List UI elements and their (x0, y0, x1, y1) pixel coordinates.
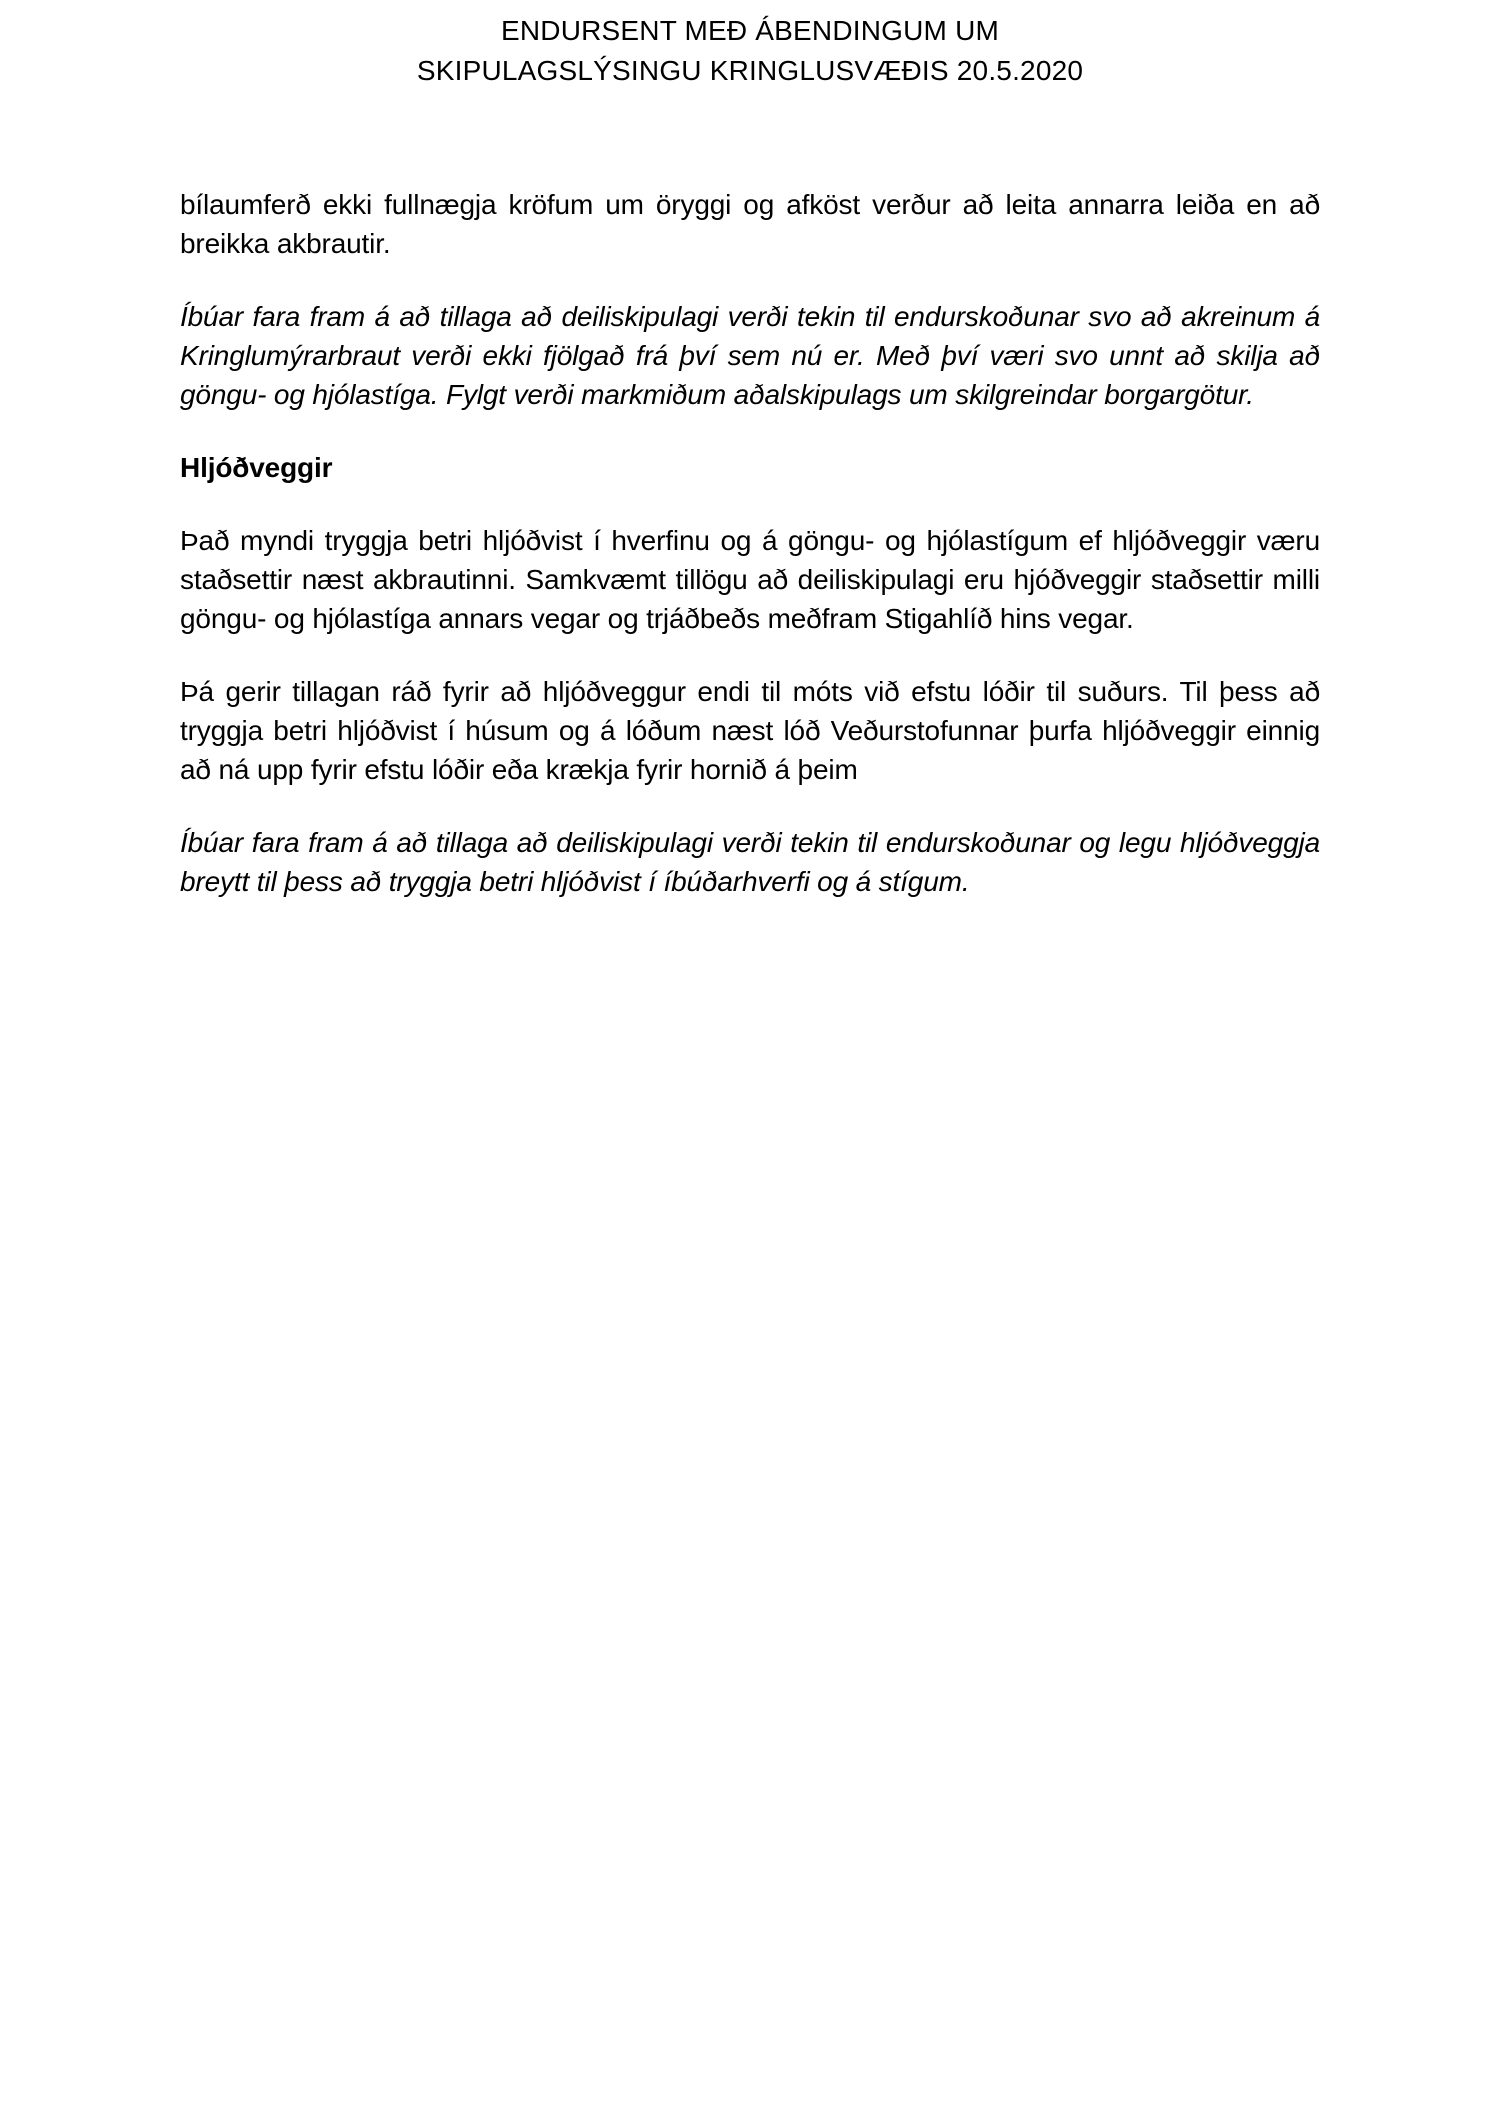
paragraph (180, 672, 1320, 789)
paragraph (180, 185, 1320, 263)
section-heading-text: Hljóðveggir (180, 452, 333, 483)
paragraph-line: göngu- og hjólastíga. Fylgt verði markmiðum aðalskipulags um skilgreindar borgargötur. (180, 379, 1254, 410)
paragraph-line: göngu- og hjólastíga annars vegar og trjáðbeðs meðfram Stigahlíð hins vegar. (180, 603, 1134, 634)
paragraph-line: að ná upp fyrir efstu lóðir eða krækja fyrir hornið á þeim (180, 754, 858, 785)
header-line-1: ENDURSENT MEÐ ÁBENDINGUM UM (500, 15, 1000, 46)
paragraph-line: Íbúar fara fram á að tillaga að deiliskipulagi verði tekin til endurskoðunar og legu hljóðveggja (180, 827, 1320, 858)
document-body (180, 185, 1320, 901)
document-header (0, 0, 1500, 91)
paragraph (180, 297, 1320, 414)
paragraph-line: staðsettir næst akbrautinni. Samkvæmt tillögu að deiliskipulagi eru hjóðveggir staðsettir milli (180, 564, 1320, 595)
paragraph-line: breytt til þess að tryggja betri hljóðvist í íbúðarhverfi og á stígum. (180, 866, 970, 897)
paragraph-line: Þá gerir tillagan ráð fyrir að hljóðveggur endi til móts við efstu lóðir til suðurs. Til þess að (180, 676, 1320, 707)
header-line-2: SKIPULAGSLÝSINGU KRINGLUSVÆÐIS 20.5.2020 (416, 55, 1084, 86)
paragraph-line: tryggja betri hljóðvist í húsum og á lóðum næst lóð Veðurstofunnar þurfa hljóðveggir einnig (180, 715, 1320, 746)
paragraph-line: Það myndi tryggja betri hljóðvist í hverfinu og á göngu- og hjólastígum ef hljóðveggir væru (180, 525, 1320, 556)
paragraph-line: Kringlumýrarbraut verði ekki fjölgað frá því sem nú er. Með því væri svo unnt að skilja að (180, 340, 1320, 371)
section-heading (180, 448, 1320, 487)
paragraph-line: breikka akbrautir. (180, 228, 391, 259)
paragraph (180, 823, 1320, 901)
paragraph-line: bílaumferð ekki fullnægja kröfum um öryggi og afköst verður að leita annarra leiða en að (180, 189, 1320, 220)
paragraph-line: Íbúar fara fram á að tillaga að deiliskipulagi verði tekin til endurskoðunar svo að akreinum á (180, 301, 1320, 332)
paragraph (180, 521, 1320, 638)
